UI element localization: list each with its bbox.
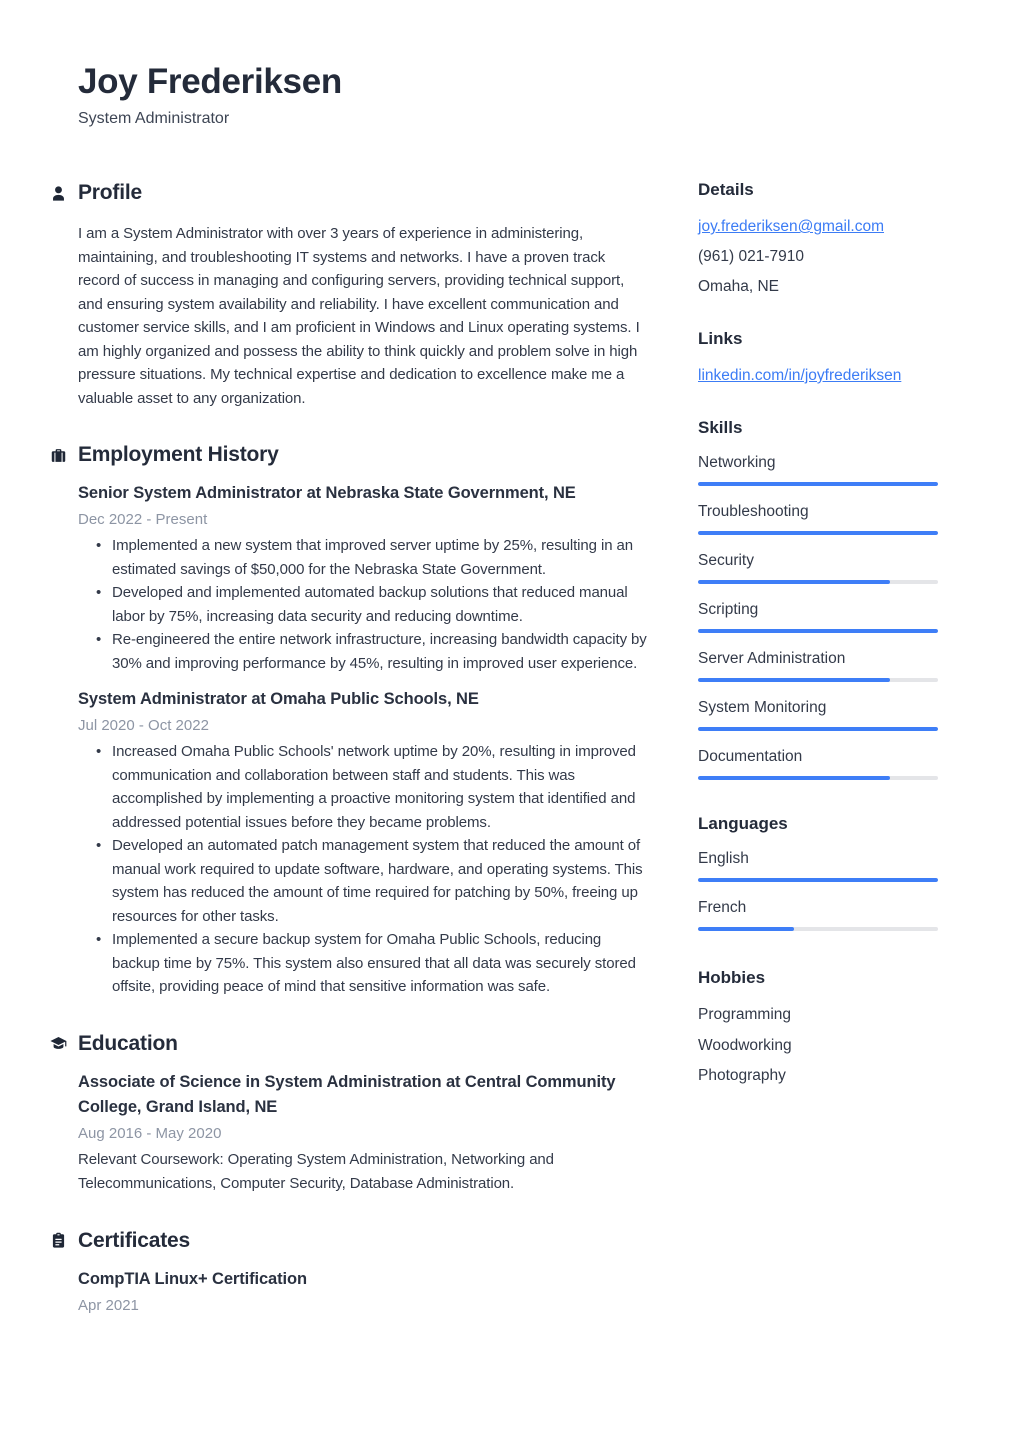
job-bullet: • Increased Omaha Public Schools' network uptime by 20%, resulting in improved communication and collaboration between staff and students. This was accomplished by implementing a proactive monitoring system that identified and addressed potential issues before they became problems.: [78, 740, 650, 834]
certificates-heading-label: Certificates: [78, 1228, 190, 1252]
language-label: English: [698, 850, 749, 867]
details-block: [698, 179, 938, 302]
skill-label: System Monitoring: [698, 699, 827, 716]
job-title: System Administrator at Omaha Public Schools, NE: [78, 690, 479, 708]
skill-bar: [698, 678, 938, 682]
skill-bar-fill: [698, 678, 890, 682]
skills-block: [698, 417, 938, 780]
skill-bar: [698, 776, 938, 780]
skill-item: [698, 746, 938, 780]
languages-block: [698, 813, 938, 931]
skill-item: [698, 501, 938, 535]
details-heading: Details: [698, 180, 754, 199]
job-bullet: • Implemented a new system that improved server uptime by 25%, resulting in an estimated savings of $50,000 for the Nebraska State Government.: [78, 534, 650, 581]
education-dates: Aug 2016 - May 2020: [78, 1124, 222, 1142]
hobby-item: Photography: [698, 1067, 786, 1084]
location-text: Omaha, NE: [698, 278, 779, 295]
job-dates: Dec 2022 - Present: [78, 511, 208, 528]
email-link[interactable]: joy.frederiksen@gmail.com: [698, 218, 885, 235]
certificates-body: [78, 1267, 650, 1316]
degree-title: Associate of Science in System Administration at Central Community College, Grand Island, NE: [78, 1072, 616, 1116]
employment-body: [78, 481, 650, 999]
skill-label: Scripting: [698, 601, 759, 618]
hobby-item: Woodworking: [698, 1036, 792, 1054]
clipboard-icon: [50, 1232, 67, 1249]
skill-bar-fill: [698, 531, 938, 535]
two-column-layout: [50, 179, 938, 1316]
candidate-job-title: System Administrator: [78, 110, 230, 127]
briefcase-icon: [50, 447, 67, 464]
job-dates: Jul 2020 - Oct 2022: [78, 717, 209, 734]
employment-heading: [50, 441, 650, 469]
skill-bar-fill: [698, 629, 938, 633]
profile-heading-label: Profile: [78, 181, 142, 204]
skill-label: Server Administration: [698, 650, 846, 667]
education-coursework: Relevant Coursework: Operating System Administration, Networking and Telecommunications, Computer Security, Database Administration.: [78, 1150, 554, 1192]
links-heading: Links: [698, 329, 743, 348]
job-entry: [78, 481, 650, 675]
skill-item: [698, 697, 938, 731]
skill-item: [698, 648, 938, 682]
profile-body: [78, 222, 650, 410]
job-bullet: • Developed an automated patch management system that reduced the amount of manual work required to update software, hardware, and operating systems. This system has reduced the amount of time required for patching by 50%, freeing up resources for other tasks.: [78, 834, 650, 928]
skill-bar: [698, 629, 938, 633]
education-section: [50, 1030, 650, 1196]
profile-text: I am a System Administrator with over 3 years of experience in administering, maintaining, and troubleshooting IT systems and networks. I have a proven track record of success in managing and configuring servers, providing technical support, and ensuring system availability and reliability. I have excellent communication and customer service skills, and I am proficient in Windows and Linux operating systems. I am highly organized and possess the ability to think quickly and problem solve in high pressure situations. My technical expertise and dedication to excellence make me a valuable asset to any organization.: [78, 225, 640, 407]
skill-bar-fill: [698, 482, 938, 486]
language-item: [698, 848, 938, 882]
certificates-heading: [50, 1227, 650, 1255]
sidebar-column: [698, 179, 938, 1316]
user-icon: [50, 185, 67, 202]
graduation-cap-icon: [50, 1035, 67, 1052]
resume-header: [78, 62, 938, 129]
links-block: [698, 328, 938, 391]
job-bullet: • Implemented a secure backup system for Omaha Public Schools, reducing backup time by 75%. This system also ensured that all data was securely stored offsite, providing peace of mind that sensitive information was safe.: [78, 928, 650, 999]
employment-heading-label: Employment History: [78, 443, 279, 466]
candidate-name: Joy Frederiksen: [78, 62, 342, 101]
skill-item: [698, 599, 938, 633]
job-entry: [78, 687, 650, 999]
skills-heading: Skills: [698, 418, 743, 437]
skill-bar: [698, 727, 938, 731]
language-bar-fill: [698, 878, 938, 882]
language-bar: [698, 927, 938, 931]
phone-number: (961) 021-7910: [698, 248, 804, 265]
languages-heading: Languages: [698, 814, 788, 833]
employment-section: [50, 441, 650, 999]
skill-bar-fill: [698, 776, 890, 780]
education-heading: [50, 1030, 650, 1058]
education-heading-label: Education: [78, 1031, 178, 1055]
job-bullet-list: [78, 740, 650, 999]
language-bar-fill: [698, 927, 794, 931]
skill-item: [698, 452, 938, 486]
skill-item: [698, 550, 938, 584]
certificate-title: CompTIA Linux+ Certification: [78, 1269, 307, 1288]
profile-heading: [50, 179, 650, 207]
skill-bar: [698, 580, 938, 584]
education-body: [78, 1070, 650, 1196]
language-label: French: [698, 899, 747, 916]
skill-label: Security: [698, 552, 754, 569]
skill-bar-fill: [698, 727, 938, 731]
certificate-dates: Apr 2021: [78, 1296, 139, 1314]
job-bullet: • Developed and implemented automated backup solutions that reduced manual labor by 75%, increasing data security and reducing downtime.: [78, 581, 650, 628]
skill-bar: [698, 482, 938, 486]
job-bullet-list: [78, 534, 650, 675]
job-title: Senior System Administrator at Nebraska State Government, NE: [78, 484, 576, 502]
skill-bar-fill: [698, 580, 890, 584]
skill-label: Troubleshooting: [698, 503, 809, 520]
language-bar: [698, 878, 938, 882]
hobby-item: Programming: [698, 1006, 792, 1023]
linkedin-link[interactable]: linkedin.com/in/joyfrederiksen: [698, 367, 902, 384]
hobbies-heading: Hobbies: [698, 968, 766, 987]
hobbies-block: [698, 967, 938, 1092]
job-bullet: • Re-engineered the entire network infrastructure, increasing bandwidth capacity by 30% and improving performance by 45%, resulting in improved user experience.: [78, 628, 650, 675]
skill-label: Documentation: [698, 748, 803, 765]
skill-label: Networking: [698, 454, 776, 471]
main-column: [50, 179, 650, 1316]
skill-bar: [698, 531, 938, 535]
language-item: [698, 897, 938, 931]
profile-section: [50, 179, 650, 410]
certificates-section: [50, 1227, 650, 1316]
